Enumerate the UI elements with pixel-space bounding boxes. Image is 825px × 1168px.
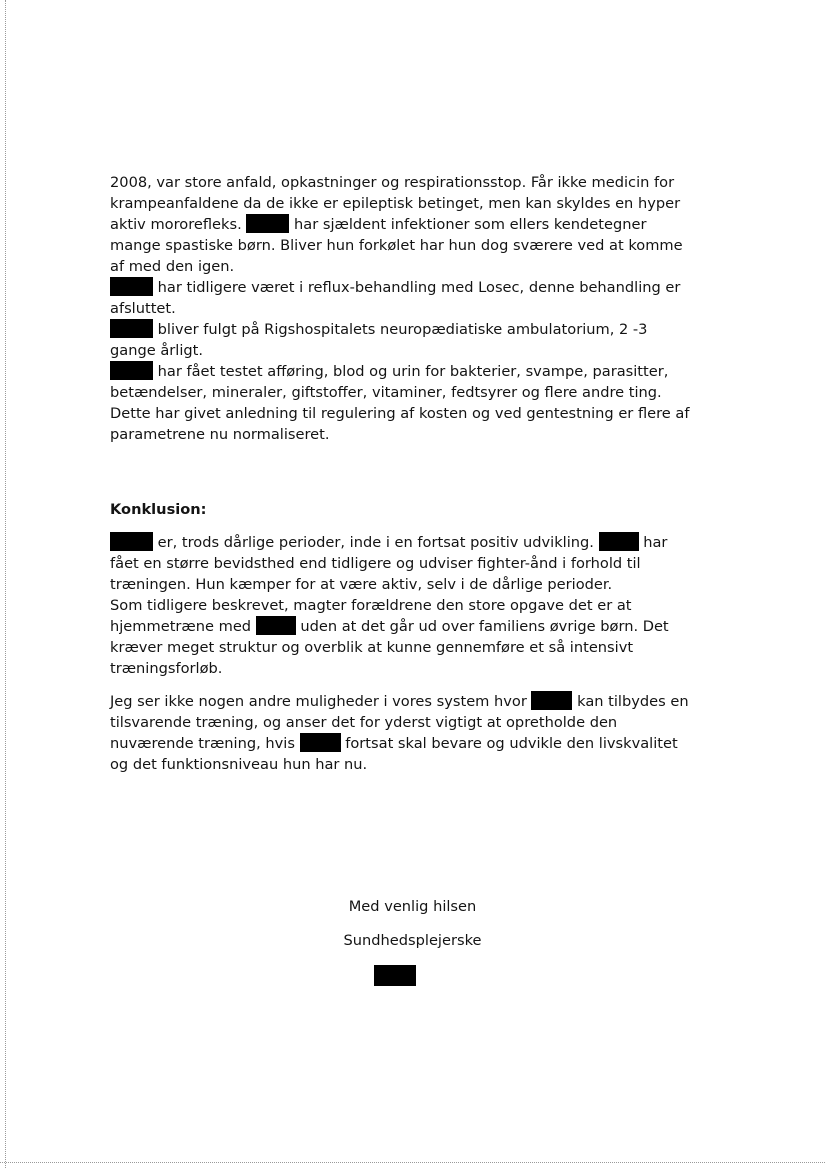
signer-title: Sundhedsplejerske: [343, 932, 482, 949]
letter-body: [110, 172, 695, 775]
paragraph-ambulatory: [110, 319, 695, 361]
paragraph-medical-history: [110, 172, 695, 277]
paragraph-text: uden at det går ud over familiens øvrige børn. Det kræver meget struktur og overblik at kunne gennemføre et så intensivt træningsforløb.: [110, 618, 669, 677]
paragraph-text: har tidligere været i reflux-behandling med Losec, denne behandling er afsluttet.: [110, 279, 681, 317]
paragraph-conclusion-parents: [110, 595, 695, 679]
closing-line: Med venlig hilsen: [348, 898, 477, 915]
scan-bottom-edge: [0, 1162, 825, 1163]
scan-left-edge: [5, 0, 6, 1168]
paragraph-text: kan tilbydes en tilsvarende træning, og anser det for yderst vigtigt at opretholde den nuværende træning, hvis: [110, 693, 689, 752]
paragraph-text: er, trods dårlige perioder, inde i en fortsat positiv udvikling.: [157, 534, 594, 551]
redacted-name: [599, 532, 639, 551]
redacted-name: [110, 319, 153, 338]
paragraph-text: har sjældent infektioner som ellers kendetegner mange spastiske børn. Bliver hun forkølet har hun dog sværere ved at komme af med den igen.: [110, 216, 683, 275]
paragraph-reflux: [110, 277, 695, 319]
redacted-name: [300, 733, 341, 752]
paragraph-text: 2008, var store anfald, opkastninger og respirationsstop. Får ikke medicin for krampeanfaldene da de ikke er epileptisk betinget, men kan skyldes en hyper aktiv mororefleks.: [110, 174, 681, 233]
paragraph-text: fortsat skal bevare og udvikle den livskvalitet og det funktionsniveau hun har nu.: [110, 735, 678, 773]
paragraph-text: Jeg ser ikke nogen andre muligheder i vores system hvor: [110, 693, 527, 710]
redacted-name: [246, 214, 289, 233]
redacted-name: [110, 532, 153, 551]
redacted-name: [110, 361, 153, 380]
redacted-name: [531, 691, 572, 710]
redacted-signature: [374, 965, 416, 986]
paragraph-conclusion-progress: [110, 532, 695, 595]
paragraph-conclusion-recommendation: [110, 691, 695, 775]
paragraph-text: har fået testet afføring, blod og urin for bakterier, svampe, parasitter, betændelser, mineraler, giftstoffer, vitaminer, fedtsyrer og flere andre ting. Dette har givet anledning til regulering af kosten og ved gentestning er flere af parametrene nu normaliseret.: [110, 363, 690, 443]
paragraph-text: Som tidligere beskrevet, magter forældrene den store opgave det er at hjemmetræne med: [110, 597, 632, 635]
redacted-name: [256, 616, 296, 635]
redacted-name: [110, 277, 153, 296]
conclusion-heading: Konklusion:: [110, 501, 207, 518]
paragraph-tests: [110, 361, 695, 445]
paragraph-text: bliver fulgt på Rigshospitalets neuropædiatiske ambulatorium, 2 -3 gange årligt.: [110, 321, 648, 359]
paragraph-text: har fået en større bevidsthed end tidligere og udviser fighter-ånd i forhold til træningen. Hun kæmper for at være aktiv, selv i de dårlige perioder.: [110, 534, 668, 593]
